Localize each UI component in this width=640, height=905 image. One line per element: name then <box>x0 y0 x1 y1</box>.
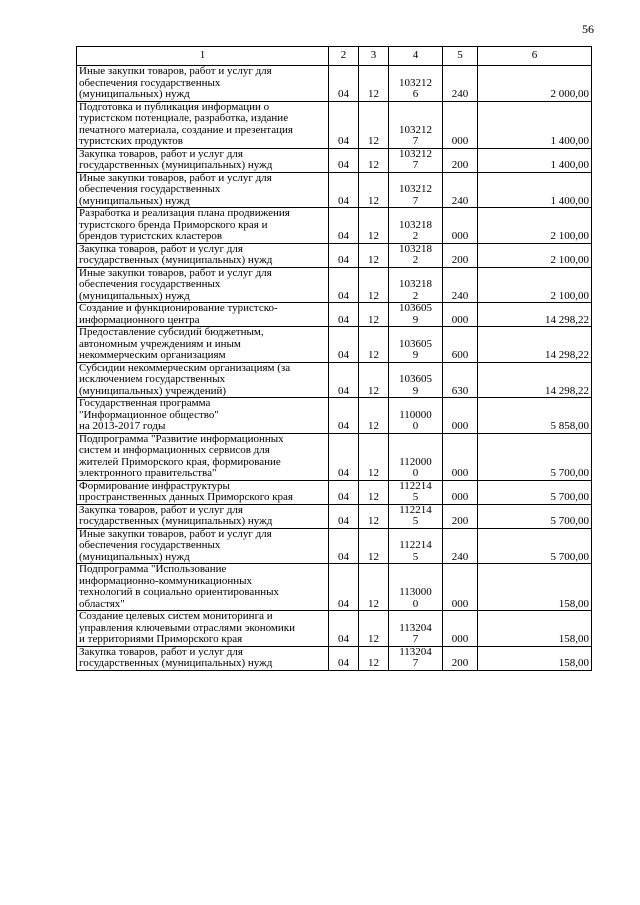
row-subsection: 12 <box>359 172 389 208</box>
row-expense-type: 200 <box>443 646 478 670</box>
row-name: Подготовка и публикация информации о туристском потенциале, разработка, издание печатного материала, создание и презентация туристских продуктов <box>77 101 329 148</box>
row-section: 04 <box>329 362 359 398</box>
row-subsection: 12 <box>359 267 389 303</box>
row-section: 04 <box>329 433 359 480</box>
row-subsection: 12 <box>359 398 389 434</box>
row-amount: 2 100,00 <box>478 243 592 267</box>
row-name: Закупка товаров, работ и услуг для государственных (муниципальных) нужд <box>77 646 329 670</box>
row-amount: 5 700,00 <box>478 504 592 528</box>
row-target-code: 110000 0 <box>389 398 443 434</box>
row-expense-type: 240 <box>443 66 478 102</box>
row-section: 04 <box>329 208 359 244</box>
row-name: Разработка и реализация плана продвижения туристского бренда Приморского края и брендов туристских кластеров <box>77 208 329 244</box>
row-target-code: 112000 0 <box>389 433 443 480</box>
row-subsection: 12 <box>359 208 389 244</box>
row-subsection: 12 <box>359 303 389 327</box>
row-subsection: 12 <box>359 611 389 647</box>
row-amount: 2 100,00 <box>478 208 592 244</box>
row-name: Предоставление субсидий бюджетным, автономным учреждениям и иным некоммерческим организациям <box>77 327 329 363</box>
row-amount: 5 858,00 <box>478 398 592 434</box>
row-expense-type: 600 <box>443 327 478 363</box>
row-expense-type: 000 <box>443 433 478 480</box>
row-subsection: 12 <box>359 66 389 102</box>
row-target-code: 113000 0 <box>389 564 443 611</box>
row-expense-type: 200 <box>443 243 478 267</box>
row-subsection: 12 <box>359 528 389 564</box>
row-section: 04 <box>329 172 359 208</box>
row-amount: 14 298,22 <box>478 303 592 327</box>
row-name: Закупка товаров, работ и услуг для государственных (муниципальных) нужд <box>77 504 329 528</box>
row-expense-type: 630 <box>443 362 478 398</box>
row-section: 04 <box>329 327 359 363</box>
row-name: Субсидии некоммерческим организациям (за исключением государственных (муниципальных) учреждений) <box>77 362 329 398</box>
row-section: 04 <box>329 528 359 564</box>
row-amount: 158,00 <box>478 611 592 647</box>
row-target-code: 113204 7 <box>389 611 443 647</box>
row-section: 04 <box>329 611 359 647</box>
row-target-code: 112214 5 <box>389 528 443 564</box>
row-amount: 5 700,00 <box>478 433 592 480</box>
table-row <box>77 433 592 480</box>
row-target-code: 103218 2 <box>389 243 443 267</box>
row-expense-type: 000 <box>443 303 478 327</box>
row-expense-type: 000 <box>443 611 478 647</box>
row-section: 04 <box>329 504 359 528</box>
table-row <box>77 528 592 564</box>
row-subsection: 12 <box>359 504 389 528</box>
row-section: 04 <box>329 398 359 434</box>
table-header <box>77 47 592 66</box>
row-expense-type: 000 <box>443 208 478 244</box>
row-target-code: 103212 6 <box>389 66 443 102</box>
row-subsection: 12 <box>359 564 389 611</box>
row-subsection: 12 <box>359 243 389 267</box>
row-section: 04 <box>329 646 359 670</box>
row-subsection: 12 <box>359 480 389 504</box>
row-expense-type: 240 <box>443 528 478 564</box>
row-expense-type: 200 <box>443 148 478 172</box>
header-col-4: 4 <box>389 47 443 66</box>
row-amount: 158,00 <box>478 564 592 611</box>
row-amount: 14 298,22 <box>478 362 592 398</box>
table-row <box>77 267 592 303</box>
row-amount: 5 700,00 <box>478 528 592 564</box>
header-col-6: 6 <box>478 47 592 66</box>
row-expense-type: 000 <box>443 564 478 611</box>
budget-table <box>76 46 592 671</box>
row-section: 04 <box>329 564 359 611</box>
row-name: Иные закупки товаров, работ и услуг для обеспечения государственных (муниципальных) нужд <box>77 528 329 564</box>
table-row <box>77 398 592 434</box>
row-target-code: 103605 9 <box>389 362 443 398</box>
page-number: 56 <box>582 22 594 36</box>
row-section: 04 <box>329 480 359 504</box>
table-row <box>77 362 592 398</box>
row-name: Иные закупки товаров, работ и услуг для обеспечения государственных (муниципальных) нужд <box>77 66 329 102</box>
table-row <box>77 66 592 102</box>
row-target-code: 103605 9 <box>389 303 443 327</box>
header-col-1: 1 <box>77 47 329 66</box>
row-amount: 1 400,00 <box>478 101 592 148</box>
row-target-code: 103212 7 <box>389 172 443 208</box>
row-name: Закупка товаров, работ и услуг для государственных (муниципальных) нужд <box>77 243 329 267</box>
row-target-code: 103212 7 <box>389 101 443 148</box>
row-target-code: 103212 7 <box>389 148 443 172</box>
table-row <box>77 303 592 327</box>
row-subsection: 12 <box>359 327 389 363</box>
row-subsection: 12 <box>359 362 389 398</box>
table-row <box>77 148 592 172</box>
header-col-2: 2 <box>329 47 359 66</box>
header-col-3: 3 <box>359 47 389 66</box>
row-name: Подпрограмма "Использование информационно-коммуникационных технологий в социально ориентированных областях" <box>77 564 329 611</box>
row-name: Создание целевых систем мониторинга и управления ключевыми отраслями экономики и территориями Приморского края <box>77 611 329 647</box>
table-row <box>77 564 592 611</box>
row-expense-type: 240 <box>443 172 478 208</box>
row-expense-type: 000 <box>443 480 478 504</box>
table-row <box>77 611 592 647</box>
row-amount: 1 400,00 <box>478 148 592 172</box>
row-section: 04 <box>329 101 359 148</box>
table-row <box>77 172 592 208</box>
table-row <box>77 101 592 148</box>
row-section: 04 <box>329 243 359 267</box>
row-section: 04 <box>329 267 359 303</box>
row-subsection: 12 <box>359 148 389 172</box>
row-subsection: 12 <box>359 433 389 480</box>
row-target-code: 112214 5 <box>389 480 443 504</box>
table-row <box>77 208 592 244</box>
table-row <box>77 504 592 528</box>
row-name: Создание и функционирование туристско- информационного центра <box>77 303 329 327</box>
row-amount: 2 000,00 <box>478 66 592 102</box>
table-row <box>77 646 592 670</box>
row-target-code: 103605 9 <box>389 327 443 363</box>
table-row <box>77 480 592 504</box>
row-expense-type: 240 <box>443 267 478 303</box>
row-name: Иные закупки товаров, работ и услуг для обеспечения государственных (муниципальных) нужд <box>77 267 329 303</box>
row-name: Государственная программа "Информационное общество" на 2013-2017 годы <box>77 398 329 434</box>
row-amount: 1 400,00 <box>478 172 592 208</box>
row-subsection: 12 <box>359 101 389 148</box>
row-expense-type: 000 <box>443 101 478 148</box>
row-target-code: 103218 2 <box>389 208 443 244</box>
row-amount: 158,00 <box>478 646 592 670</box>
row-amount: 2 100,00 <box>478 267 592 303</box>
header-row <box>77 47 592 66</box>
row-amount: 14 298,22 <box>478 327 592 363</box>
row-name: Иные закупки товаров, работ и услуг для обеспечения государственных (муниципальных) нужд <box>77 172 329 208</box>
row-name: Формирование инфраструктуры пространственных данных Приморского края <box>77 480 329 504</box>
row-section: 04 <box>329 148 359 172</box>
row-name: Подпрограмма "Развитие информационных систем и информационных сервисов для жителей Приморского края, формирование электронного правительства" <box>77 433 329 480</box>
row-expense-type: 200 <box>443 504 478 528</box>
row-section: 04 <box>329 66 359 102</box>
table-row <box>77 243 592 267</box>
row-subsection: 12 <box>359 646 389 670</box>
header-col-5: 5 <box>443 47 478 66</box>
row-expense-type: 000 <box>443 398 478 434</box>
row-target-code: 112214 5 <box>389 504 443 528</box>
table-body <box>77 66 592 671</box>
table-row <box>77 327 592 363</box>
row-amount: 5 700,00 <box>478 480 592 504</box>
row-target-code: 113204 7 <box>389 646 443 670</box>
row-section: 04 <box>329 303 359 327</box>
row-name: Закупка товаров, работ и услуг для государственных (муниципальных) нужд <box>77 148 329 172</box>
row-target-code: 103218 2 <box>389 267 443 303</box>
